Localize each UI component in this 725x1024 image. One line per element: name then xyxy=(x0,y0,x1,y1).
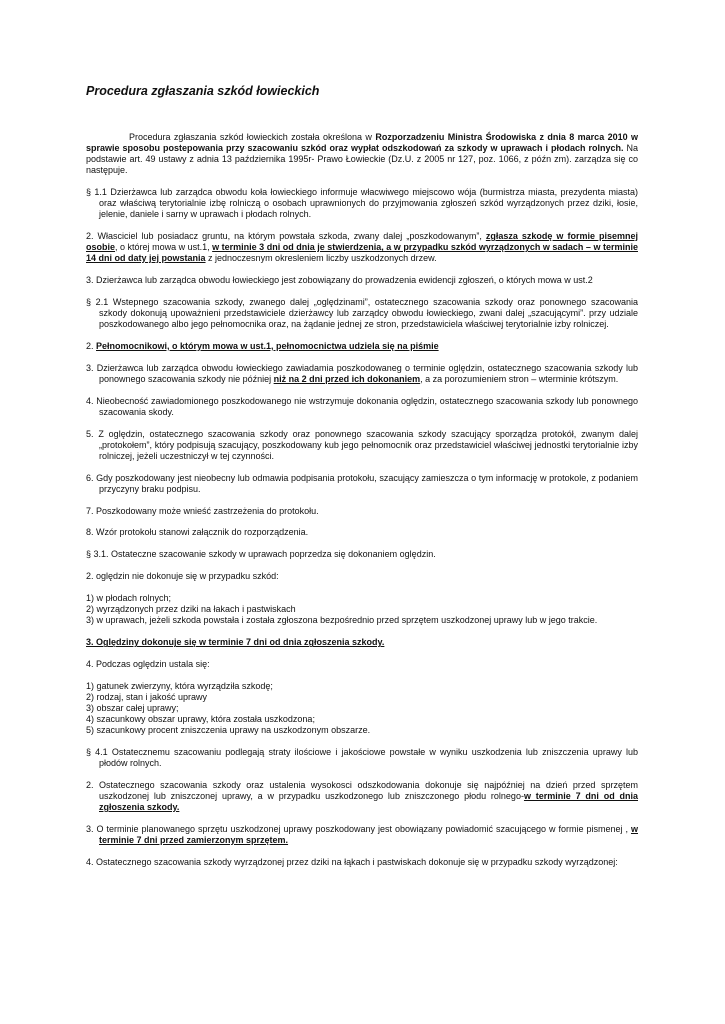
list-item: 1) w płodach rolnych; xyxy=(86,593,172,604)
s1-2-text-a: 2. Własciciel lub posiadacz gruntu, na którym powstała szkoda, zwany dalej „poszkodowanym”, xyxy=(86,231,486,242)
list-item: 2) rodzaj, stan i jakość uprawy xyxy=(86,692,208,703)
intro-regulation: Rozporzadzeniu Ministra Środowiska z dnia 8 marca 2010 w sprawie sposobu postepowania przy szacowaniu szkód oraz wypłat odszkodowań za szkody w uprawach i płodach rolnych. xyxy=(86,132,638,154)
list-item: 1) gatunek zwierzyny, która wyrządziła szkodę; xyxy=(86,681,273,692)
list-item: 3) w uprawach, jeżeli szkoda powstała i została zgłoszona bezpośrednio przed sprzętem uszkodzonej uprawy lub w jego trakcie. xyxy=(86,615,598,626)
s1-2-emphasis-d: w terminie 3 dni od dnia je stwierdzenia, a w przypadku szkód wyrządzonych w sadach – w terminie 14 dni od daty jej powstania xyxy=(86,242,638,263)
section-1-3: 3. Dzierżawca lub zarządca obwodu łowieckiego jest zobowiązany do prowadzenia ewidencji zgłoszeń, o których mowa w ust.2 xyxy=(86,274,593,285)
section-4-2 xyxy=(86,780,638,813)
section-2-3 xyxy=(86,363,638,385)
s2-3-emphasis: niż na 2 dni przed ich dokonaniem xyxy=(273,373,421,384)
list-item: 5) szacunkowy procent zniszczenia uprawy na uszkodzonym obszarze. xyxy=(86,725,371,736)
list-item: 3) obszar całej uprawy; xyxy=(86,703,179,714)
section-3-1: § 3.1. Ostateczne szacowanie szkody w uprawach poprzedza się dokonaniem oględzin. xyxy=(86,549,436,560)
section-2-4: 4. Nieobecność zawiadomionego poszkodowanego nie wstrzymuje dokonania oględzin, ostatecznego szacowania szkody lub ponownego szacowania skody. xyxy=(86,395,638,417)
section-3-3 xyxy=(86,637,638,648)
s1-2-text-e: z jednoczesnym okresleniem liczby uszkodzonych drzew. xyxy=(205,252,437,263)
section-3-4: 4. Podczas oględzin ustala się: xyxy=(86,659,210,670)
s4-3-text-a: 3. O terminie planowanego sprzętu uszkodzonej uprawy poszkodowany jest obowiązany powiadomić szacującego w formie pismenej , xyxy=(86,823,631,834)
s3-3-emphasis: 3. Oględziny dokonuje się w terminie 7 dni od dnia zgłoszenia szkody. xyxy=(86,637,385,648)
section-2-6: 6. Gdy poszkodowany jest nieobecny lub odmawia podpisania protokołu, szacujący zamieszcza o tym informację w protokole, z podaniem przyczyny braku podpisu. xyxy=(86,472,638,494)
page-title: Procedura zgłaszania szkód łowieckich xyxy=(86,84,320,98)
s4-3-emphasis: w terminie 7 dni przed zamierzonym sprzętem. xyxy=(99,823,638,845)
s1-2-emphasis-b: zgłasza szkodę w formie pisemnej osobie xyxy=(86,231,638,252)
s2-3-text-c: , a za porozumieniem stron – wterminie krótszym. xyxy=(420,373,619,384)
section-2-7: 7. Poszkodowany może wnieść zastrzeżenia do protokołu. xyxy=(86,505,319,516)
s4-2-text-a: 2. Ostatecznego szacowania szkody oraz ustalenia wysokosci odszkodowania dokonuje się najpóźniej na dzień przed sprzętem uszkodzonej lub zniszczonej uprawy, a w przypadku uszkodzonego lub zniszczonego płodu rolnego- xyxy=(86,780,638,801)
list-item: 2) wyrządzonych przez dziki na łakach i pastwiskach xyxy=(86,604,296,615)
s1-2-text-c: , o której mowa w ust.1, xyxy=(115,242,213,252)
section-2-2 xyxy=(86,341,638,352)
intro-legal-basis: Na podstawie art. 49 ustawy z adnia 13 października 1995r- Prawo Łowieckie (Dz.U. z 2005 nr 127, poz. 1066, z późn zm). zarządza się co następuje. xyxy=(86,143,638,176)
section-1-2 xyxy=(86,231,638,264)
section-2-5: 5. Z oględzin, ostatecznego szacowania szkody oraz ponownego szacowania szkody szacujący sporządza protokół, zwanym dalej „protokołem”, który podpisują szacujący, poszkodowany kub jego pełnomocnik oraz przedstawiciel właściwej jednostki terytorialnie izby rolniczej, jeżeli uczestniczył w tej czynności. xyxy=(86,428,638,461)
s4-2-emphasis: w terminie 7 dni od dnia zgłoszenia szkody. xyxy=(99,790,638,812)
list-item: 4) szacunkowy obszar uprawy, która została uszkodzona; xyxy=(86,714,315,725)
s2-2-num: 2. xyxy=(86,340,97,351)
section-2-8: 8. Wzór protokołu stanowi załącznik do rozporządzenia. xyxy=(86,527,309,538)
section-4-3 xyxy=(86,824,638,846)
section-3-2-list xyxy=(86,593,638,626)
section-2-1: § 2.1 Wstepnego szacowania szkody, zwanego dalej „oględzinami”, ostatecznego szacowania szkody oraz ponownego szacowania szkody dokonują upoważnieni przedstawiciele dzierżawcy lub zarządcy obwodu łowieckiego, zwani dalej „szacującymi”. przy udziale poszkodowanego albo jego pełnomocnika oraz, na żądanie jednej ze stron, przedstawiciela właściwej terytorialnie izby rolniczej. xyxy=(86,296,638,329)
section-3-4-list xyxy=(86,681,638,736)
intro-text: Procedura zgłaszania szkód łowieckich została określona w xyxy=(129,132,376,143)
s2-2-emphasis: Pełnomocnikowi, o którym mowa w ust.1, pełnomocnictwa udziela się na piśmie xyxy=(96,340,439,351)
s2-3-text-a: 3. Dzierżawca lub zarządca obwodu łowieckiego zawiadamia poszkodowaneg o terminie oględzin, ostatecznego szacowania szkody lub ponownego szacowania szkody nie później xyxy=(86,362,638,384)
intro-paragraph xyxy=(86,132,638,176)
section-4-1: § 4.1 Ostatecznemu szacowaniu podlegają straty ilościowe i jakościowe powstałe w wyniku uszkodzenia lub zniszczenia uprawy lub płodów rolnych. xyxy=(86,747,638,769)
section-1-1: § 1.1 Dzierżawca lub zarządca obwodu koła łowieckiego informuje włacwiwego miejscowo wója (burmistrza miasta, prezydenta miasta) oraz właściwą terytorialnie izbę rolniczą o osobach uprawnionych do przyjmowania zgłoszeń szkód wyrządzonych przez dziki, łosie, jelenie, daniele i sarny w uprawach i płodach rolnych. xyxy=(86,187,638,220)
section-4-4: 4. Ostatecznego szacowania szkody wyrządzonej przez dziki na łąkach i pastwiskach dokonuje się w przypadku szkody wyrządzonej: xyxy=(86,856,618,867)
section-3-2: 2. oględzin nie dokonuje się w przypadku szkód: xyxy=(86,571,279,582)
document-body xyxy=(86,84,638,879)
